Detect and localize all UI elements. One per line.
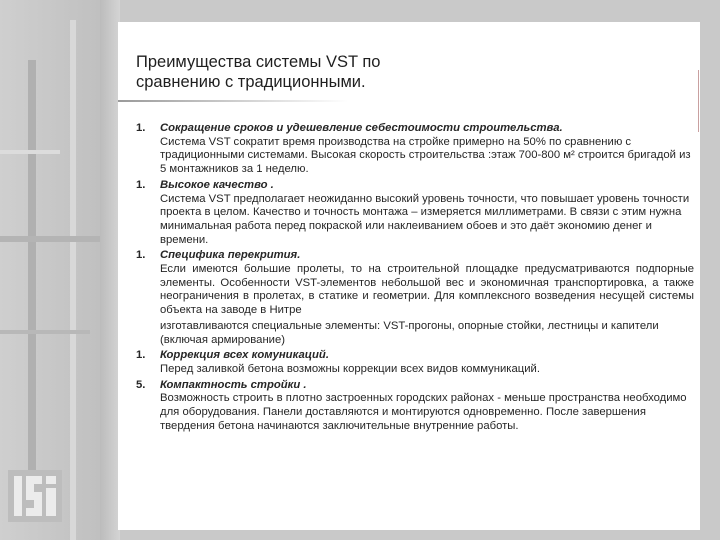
item-heading: Коррекция всех комуникаций. (160, 349, 329, 362)
item-number: 1. (136, 178, 146, 191)
item-heading: Высокое качество . (160, 178, 274, 191)
item-number: 1. (136, 349, 146, 362)
slide-title (136, 52, 556, 92)
background-panel (28, 60, 36, 490)
list-item (134, 122, 694, 177)
item-heading: Специфика перекрития. (160, 249, 301, 262)
decorative-rule (698, 70, 699, 132)
item-heading: Сокращение сроков и удешевление себестоимости строительства. (160, 122, 563, 134)
title-underline (118, 100, 348, 102)
item-text: Если имеются большие пролеты, то на строительной площадке предусматриваются подпорные элементы. Особенности VST-элементов небольшой вес и экономичная транспортировка, а также неограничения в пролетах, в статике и геометрии. Для комплексного возведения несущей системы объекта на заводе в Нитре (160, 263, 694, 317)
item-number: 1. (136, 249, 146, 262)
list-item (134, 249, 694, 347)
item-text: Перед заливкой бетона возможны коррекции всех видов коммуникаций. (160, 362, 541, 375)
item-number: 1. (136, 122, 146, 134)
background-panel (0, 330, 90, 334)
list-item (134, 349, 694, 376)
item-text-continued: изготавливаются специальные элементы: VST-прогоны, опорные стойки, лестницы и капители (включая армирование) (160, 319, 659, 346)
list-item (134, 179, 694, 248)
background-panel (0, 150, 60, 154)
list-item (134, 379, 694, 434)
company-logo-icon (8, 470, 62, 522)
slide-card (118, 22, 700, 530)
background-panel (70, 20, 76, 540)
item-number: 5. (136, 378, 146, 391)
item-text: Возможность строить в плотно застроенных городских районах - меньше пространства необходимо для оборудования. Панели доставляются и монтируются одновременно. После завершения твердения бетона начинаются заключительные внутренние работы. (160, 392, 687, 432)
item-heading: Компактность стройки . (160, 378, 307, 391)
title-line-1: Преимущества системы VST по (136, 53, 381, 71)
advantages-list (134, 122, 694, 435)
background-panel (100, 0, 120, 540)
item-text: Система VST сократит время производства на стройке примерно на 50% по сравнению с традиционными системами. Высокая скорость строительства :этаж 700-800 м² строится бригадой из 5 монтажников за 1 неделю. (160, 135, 691, 176)
title-line-2: сравнению с традиционными. (136, 73, 366, 91)
item-text: Система VST предполагает неожиданно высокий уровень точности, что повышает уровень точности проекта в целом. Качество и точность монтажа – измеряется миллиметрами. В связи с этим нужна минимальная работа перед покраской или наклеиванием обоев и это даёт экономию денег и времени. (160, 192, 690, 246)
